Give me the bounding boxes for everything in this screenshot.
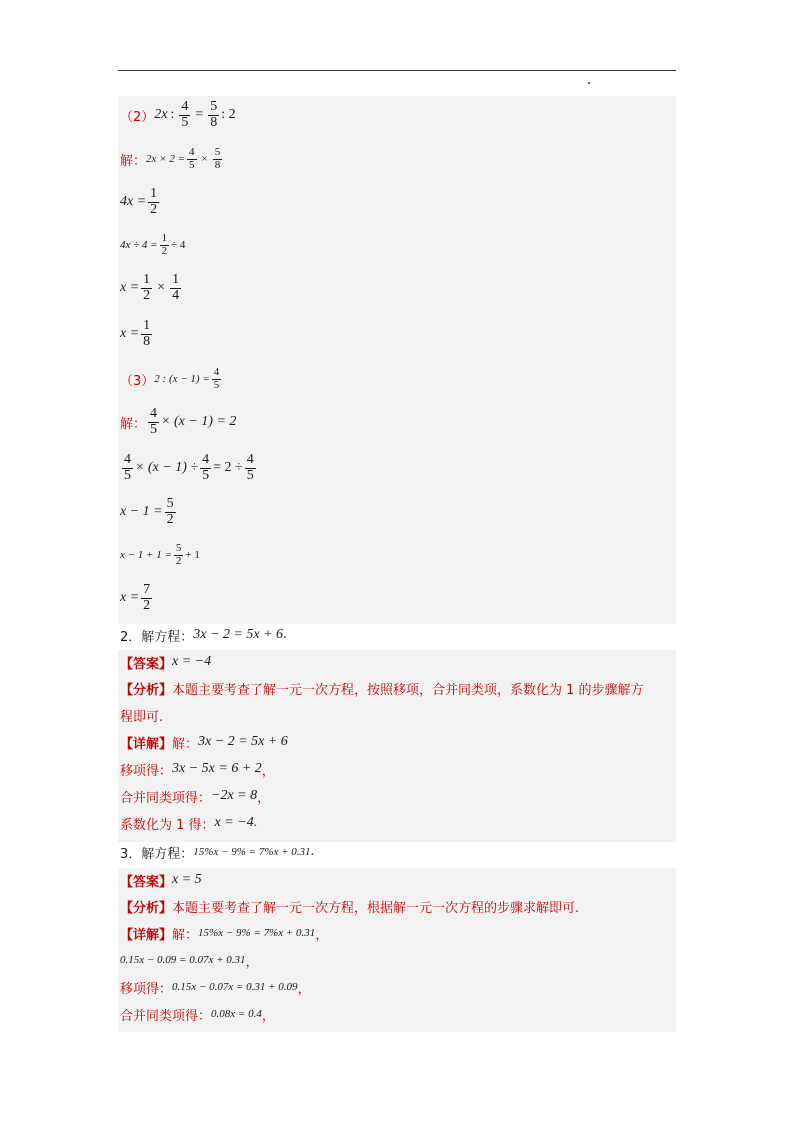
q1p3-line5: x − 1 + 1 = $\frac{5}{2}$ + 1 bbox=[120, 541, 200, 567]
q2-answer: 【答案】 x = −4 bbox=[120, 654, 212, 672]
q3-answer: 【答案】 x = 5 bbox=[120, 872, 202, 890]
fraction: $\frac{4}{5}$ bbox=[150, 405, 158, 437]
fraction: $\frac{4}{5}$ bbox=[213, 365, 220, 391]
fraction: $\frac{5}{8}$ bbox=[210, 98, 218, 130]
q1p2-line2: 解： 2x × 2 = $\frac{4}{5}$ × $\frac{5}{8}$ bbox=[120, 145, 221, 171]
q2-analysis-line1: 【分析】 本题主要考查了解一元一次方程，按照移项，合并同类项，系数化为 1 的步骤解方 bbox=[120, 676, 644, 700]
q1p2-line5: x = $\frac{1}{2}$ × $\frac{1}{4}$ bbox=[120, 271, 180, 303]
header-dot bbox=[588, 82, 590, 84]
q2-analysis-line2: 程即可. bbox=[120, 709, 164, 725]
part-label: （3） bbox=[120, 373, 155, 389]
analysis-tag: 【分析】 bbox=[120, 900, 173, 916]
q1p2-line4: 4x ÷ 4 = $\frac{1}{2}$ ÷ 4 bbox=[120, 231, 186, 257]
q3-step1: 移项得： 0.15x − 0.07x = 0.31 + 0.09 ， bbox=[120, 981, 311, 997]
answer-tag: 【答案】 bbox=[120, 656, 173, 672]
fraction: $\frac{7}{2}$ bbox=[143, 581, 151, 613]
q1p3-line4: x − 1 = $\frac{5}{2}$ bbox=[120, 495, 174, 527]
fraction: $\frac{4}{5}$ bbox=[124, 451, 131, 483]
fraction: $\frac{1}{8}$ bbox=[143, 317, 151, 349]
q1p3-line3: $\frac{4}{5}$ × (x − 1) ÷ $\frac{4}{5}$ = 2 ÷ $\frac{4}{5}$ bbox=[124, 451, 254, 483]
q2-title: 2．解方程： 3x − 2 = 5x + 6 . bbox=[120, 627, 287, 645]
q1p3-line1: （3） 2 : (x − 1) = $\frac{4}{5}$ bbox=[120, 365, 220, 391]
q3-title: 3．解方程： 15%x − 9% = 7%x + 0.31 . bbox=[120, 844, 315, 862]
part-label: （2） bbox=[120, 109, 155, 125]
q1p2-line6: x = $\frac{1}{8}$ bbox=[120, 317, 151, 349]
answer-tag: 【答案】 bbox=[120, 874, 173, 890]
q3-analysis: 【分析】 本题主要考查了解一元一次方程，根据解一元一次方程的步骤求解即可. bbox=[120, 894, 579, 918]
q1p2-line3: 4x = $\frac{1}{2}$ bbox=[120, 185, 158, 217]
fraction: $\frac{4}{5}$ bbox=[246, 451, 254, 483]
analysis-tag: 【分析】 bbox=[120, 682, 173, 698]
detail-tag: 【详解】 bbox=[120, 736, 173, 752]
fraction: $\frac{1}{2}$ bbox=[150, 185, 158, 217]
fraction: $\frac{1}{2}$ bbox=[161, 231, 168, 257]
fraction: $\frac{4}{5}$ bbox=[181, 98, 189, 130]
q3-detail: 【详解】 解： 15%x − 9% = 7%x + 0.31 ， bbox=[120, 921, 328, 945]
fraction: $\frac{4}{5}$ bbox=[202, 451, 210, 483]
fraction: $\frac{4}{5}$ bbox=[189, 145, 195, 171]
q2-step2: 合并同类项得： −2x = 8 ， bbox=[120, 788, 271, 806]
fraction: $\frac{5}{8}$ bbox=[214, 145, 221, 171]
q3-step2: 合并同类项得： 0.08x = 0.4 ， bbox=[120, 1008, 275, 1024]
q1p3-line6: x = $\frac{7}{2}$ bbox=[120, 581, 151, 613]
q1p2-line1: （2） 2x : $\frac{4}{5}$ = $\frac{5}{8}$ : 2 bbox=[120, 98, 236, 130]
header-rule bbox=[118, 70, 676, 71]
fraction: $\frac{5}{2}$ bbox=[175, 541, 182, 567]
q2-step1: 移项得： 3x − 5x = 6 + 2 ， bbox=[120, 761, 275, 779]
q3-step0: 0.15x − 0.09 = 0.07x + 0.31 ， bbox=[120, 954, 259, 970]
q2-step3: 系数化为 1 得： x = −4 . bbox=[120, 815, 258, 833]
fraction: $\frac{5}{2}$ bbox=[166, 495, 174, 527]
q1p3-line2: 解： $\frac{4}{5}$ × (x − 1) = 2 bbox=[120, 405, 237, 437]
fraction: $\frac{1}{4}$ bbox=[172, 271, 180, 303]
fraction: $\frac{1}{2}$ bbox=[143, 271, 151, 303]
q2-detail: 【详解】 解： 3x − 2 = 5x + 6 bbox=[120, 734, 288, 752]
detail-tag: 【详解】 bbox=[120, 927, 173, 943]
